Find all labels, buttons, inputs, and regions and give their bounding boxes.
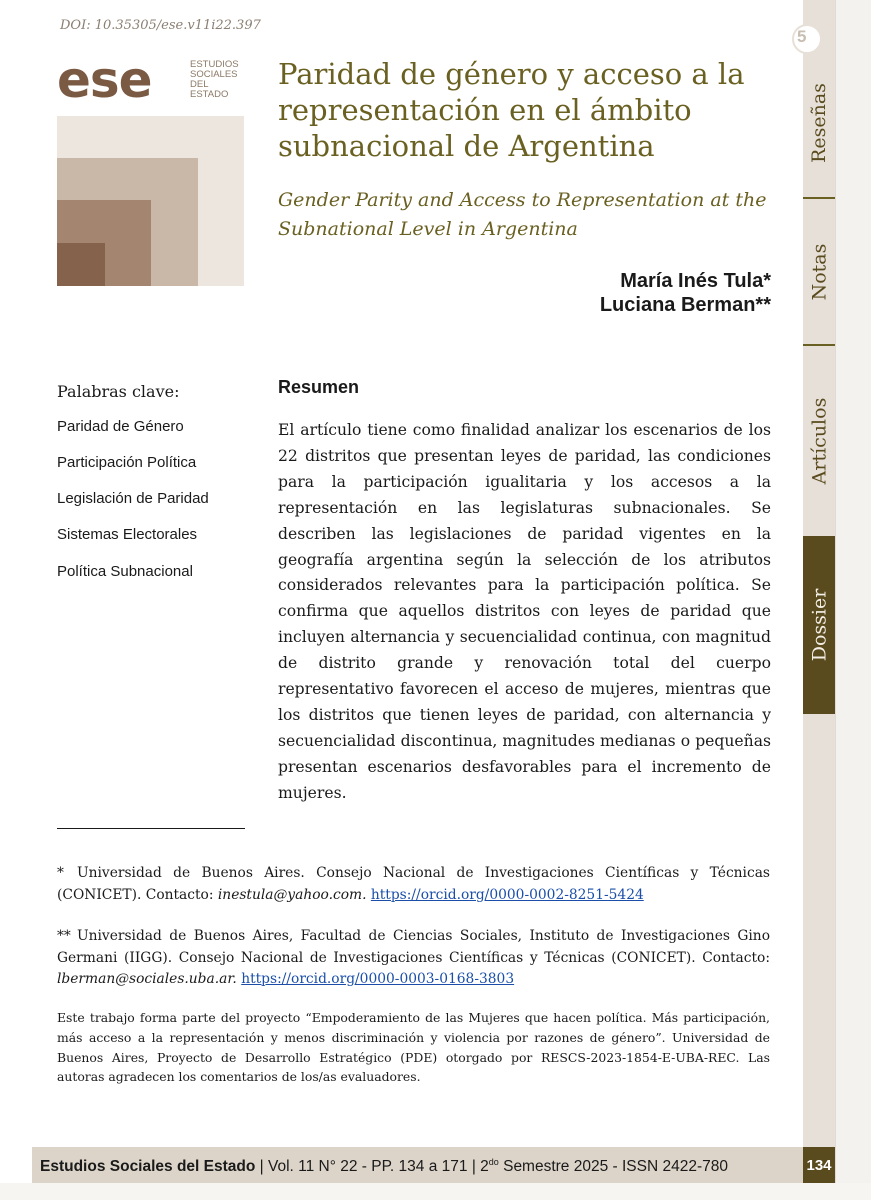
footnote-2 — [57, 926, 770, 991]
author-1: María Inés Tula* — [620, 270, 771, 292]
footer-semester-sup: do — [488, 1157, 499, 1167]
orcid-link[interactable]: https://orcid.org/0000-0003-0168-3803 — [241, 971, 515, 987]
footer-semester-number: 2 — [480, 1158, 489, 1176]
keyword: Participación Política — [57, 454, 197, 471]
tab-top-number: 5 — [797, 27, 807, 46]
logo-sub-line: DEL — [190, 79, 209, 90]
keyword: Política Subnacional — [57, 563, 193, 580]
page-number: 134 — [803, 1147, 835, 1183]
abstract-text: El artículo tiene como finalidad analizar los escenarios de los 22 distritos que presentan leyes de paridad, las condiciones para la participación igualitaria y los accesos a la representación en las legislaturas subnacionales. Se describen las legislaciones de paridad vigentes en la geografía argentina según la selección de los atributos considerados relevantes para la participación política. Se confirma que aquellos distritos con leyes de paridad que incluyen alternancia y secuencialidad continua, con magnitud de distrito grande y renovación total del cuerpo representativo favorecen el acceso de mujeres, mientras que los distritos que tienen leyes de paridad, con alternancia y secuencialidad discontinua, magnitudes medianas o pequeñas presentan escenarios desfavorables para el incremento de mujeres. — [278, 421, 771, 802]
logo-sub-line: SOCIALES — [190, 69, 238, 80]
tab-articulos[interactable] — [803, 346, 835, 536]
abstract-heading: Resumen — [278, 377, 360, 397]
footer-citation — [40, 1157, 728, 1176]
article-title: Paridad de género y acceso a la representación en el ámbito subnacional de Argentina — [278, 57, 745, 163]
tab-label: Reseñas — [808, 83, 831, 163]
footer-separator: | — [255, 1158, 268, 1176]
logo-square-smallest — [57, 243, 105, 286]
journal-logo-word: ese — [57, 51, 152, 109]
footnote-email[interactable]: lberman@sociales.uba.ar. — [57, 971, 237, 987]
funding-note: Este trabajo forma parte del proyecto “Empoderamiento de las Mujeres que hacen política. Más participación, más acceso a la representación y menos discriminación y violencia por razones de género”. Universidad de Buenos Aires, Proyecto de Desarrollo Estratégico (PDE) otorgado por RESCS-2023-1854-E-UBA-REC. Las autoras agradecen los comentarios de los/as evaluadores. — [57, 1010, 770, 1085]
footnote-separator — [57, 828, 245, 829]
tab-label: Artículos — [808, 397, 831, 485]
tab-dossier[interactable] — [803, 536, 835, 714]
orcid-link[interactable]: https://orcid.org/0000-0002-8251-5424 — [370, 886, 644, 903]
keyword: Legislación de Paridad — [57, 490, 209, 507]
footnote-email[interactable]: inestula@yahoo.com. — [217, 886, 367, 903]
keyword: Sistemas Electorales — [57, 526, 198, 543]
footer-semester-issn: Semestre 2025 - ISSN 2422-780 — [498, 1158, 728, 1176]
footnote-mark: * — [57, 865, 64, 881]
tab-notas[interactable] — [803, 199, 835, 344]
bottom-strip — [0, 1183, 871, 1200]
journal-logo-subtitle — [190, 60, 239, 100]
logo-sub-line: ESTADO — [190, 89, 229, 100]
doi: DOI: 10.35305/ese.v11i22.397 — [60, 18, 261, 33]
footnote-text: Universidad de Buenos Aires. Consejo Nacional de Investigaciones Científicas y Técnicas (CONICET). Contacto: — [57, 865, 770, 903]
tab-label: Notas — [808, 243, 830, 300]
tab-label: Dossier — [808, 588, 831, 662]
page-edge — [835, 0, 871, 1200]
tab-blank — [803, 714, 835, 1147]
author-2: Luciana Berman** — [599, 294, 771, 316]
footer-separator: | — [467, 1158, 481, 1176]
article-subtitle-english: Gender Parity and Access to Representation at the Subnational Level in Argentina — [278, 189, 767, 240]
logo-sub-line: ESTUDIOS — [190, 59, 239, 70]
footnote-text: Universidad de Buenos Aires, Facultad de Ciencias Sociales, Instituto de Investigaciones Gino Germani (IIGG). Consejo Nacional de Investigaciones Científicas y Técnicas (CONICET). Contacto: — [57, 928, 770, 966]
footer-journal: Estudios Sociales del Estado — [40, 1158, 256, 1176]
footer-volume: Vol. 11 N° 22 - PP. 134 a 171 — [267, 1158, 468, 1176]
footnote-mark: ** — [57, 928, 71, 944]
keyword: Paridad de Género — [57, 418, 184, 435]
keywords-heading: Palabras clave: — [57, 382, 180, 401]
footnote-1 — [57, 863, 770, 906]
